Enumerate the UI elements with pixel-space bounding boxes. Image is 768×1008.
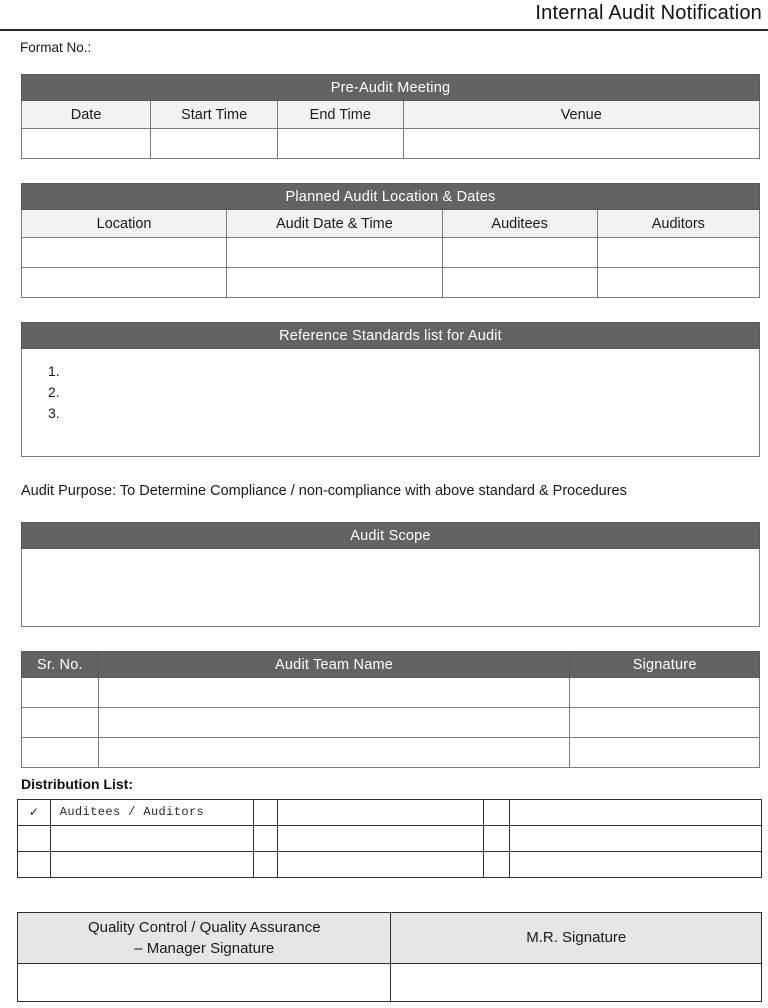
table-row — [22, 129, 760, 159]
cell-end-time[interactable] — [278, 129, 403, 159]
cell-audit-date-time[interactable] — [227, 268, 442, 298]
list-item: 2. — [48, 384, 60, 401]
cell-signature[interactable] — [570, 708, 760, 738]
qc-signature-label-line1: Quality Control / Quality Assurance — [87, 918, 321, 936]
table-row — [22, 268, 760, 298]
qc-signature-field[interactable] — [18, 963, 391, 1001]
cell-audit-team-name[interactable] — [98, 678, 570, 708]
page-title: Internal Audit Notification — [535, 2, 762, 24]
table-header-row — [22, 101, 760, 129]
cell-sr-no[interactable] — [22, 678, 99, 708]
cell-audit-team-name[interactable] — [98, 708, 570, 738]
format-number-label: Format No.: — [20, 40, 92, 55]
reference-standards-body[interactable] — [22, 349, 760, 457]
distribution-list-heading: Distribution List: — [21, 776, 133, 793]
cell-start-time[interactable] — [151, 129, 278, 159]
pre-audit-meeting-section — [21, 74, 760, 159]
distribution-label-1[interactable] — [50, 851, 253, 877]
planned-audit-section — [21, 183, 760, 298]
table-band-row — [22, 323, 760, 349]
pre-audit-meeting-table — [21, 74, 760, 159]
table-band-row — [22, 184, 760, 210]
distribution-checkbox-1[interactable]: ✓ — [18, 799, 51, 825]
cell-auditees[interactable] — [442, 268, 597, 298]
audit-team-section — [21, 651, 760, 768]
table-row — [22, 238, 760, 268]
table-header-row — [22, 652, 760, 678]
distribution-label-3[interactable] — [509, 851, 761, 877]
column-header-start-time: Start Time — [151, 101, 278, 129]
table-row — [18, 799, 762, 825]
distribution-label-2[interactable] — [277, 799, 484, 825]
cell-sr-no[interactable] — [22, 738, 99, 768]
distribution-checkbox-3[interactable] — [484, 851, 509, 877]
cell-signature[interactable] — [570, 678, 760, 708]
cell-sr-no[interactable] — [22, 708, 99, 738]
cell-signature[interactable] — [570, 738, 760, 768]
cell-location[interactable] — [22, 238, 227, 268]
reference-standards-band: Reference Standards list for Audit — [22, 323, 760, 349]
list-item: 1. — [48, 363, 60, 380]
column-header-auditors: Auditors — [597, 210, 759, 238]
table-row — [18, 963, 762, 1001]
distribution-checkbox-3[interactable] — [484, 825, 509, 851]
qc-signature-label — [18, 912, 391, 963]
column-header-sr-no: Sr. No. — [22, 652, 99, 678]
table-row — [22, 738, 760, 768]
distribution-label-3[interactable] — [509, 799, 761, 825]
table-row — [18, 851, 762, 877]
table-band-row — [22, 75, 760, 101]
table-header-row — [18, 912, 762, 963]
qc-signature-label-line2: – Manager Signature — [134, 939, 275, 957]
column-header-auditees: Auditees — [442, 210, 597, 238]
audit-purpose-text: Audit Purpose: To Determine Compliance / non-compliance with above standard & Procedures — [21, 483, 627, 500]
distribution-label-1[interactable] — [50, 825, 253, 851]
column-header-audit-team-name: Audit Team Name — [98, 652, 570, 678]
reference-standards-table — [21, 322, 760, 457]
table-row — [22, 349, 760, 457]
column-header-audit-date-time: Audit Date & Time — [227, 210, 442, 238]
pre-audit-meeting-band: Pre-Audit Meeting — [22, 75, 760, 101]
mr-signature-label: M.R. Signature — [391, 912, 762, 963]
table-row — [22, 549, 760, 627]
distribution-checkbox-2[interactable] — [253, 851, 277, 877]
cell-auditees[interactable] — [442, 238, 597, 268]
distribution-checkbox-3[interactable] — [484, 799, 509, 825]
distribution-label-2[interactable] — [277, 851, 484, 877]
distribution-checkbox-2[interactable] — [253, 799, 277, 825]
planned-audit-band: Planned Audit Location & Dates — [22, 184, 760, 210]
column-header-location: Location — [22, 210, 227, 238]
distribution-label-3[interactable] — [509, 825, 761, 851]
signature-table — [17, 912, 762, 1002]
cell-auditors[interactable] — [597, 268, 759, 298]
distribution-checkbox-1[interactable] — [18, 851, 51, 877]
cell-location[interactable] — [22, 268, 227, 298]
cell-auditors[interactable] — [597, 238, 759, 268]
distribution-label-1[interactable]: Auditees / Auditors — [50, 799, 253, 825]
cell-venue[interactable] — [403, 129, 759, 159]
cell-audit-date-time[interactable] — [227, 238, 442, 268]
audit-scope-section — [21, 522, 760, 627]
distribution-label-2[interactable] — [277, 825, 484, 851]
table-row — [18, 825, 762, 851]
planned-audit-table — [21, 183, 760, 298]
distribution-checkbox-2[interactable] — [253, 825, 277, 851]
cell-date[interactable] — [22, 129, 151, 159]
audit-team-table — [21, 651, 760, 768]
table-band-row — [22, 523, 760, 549]
table-row — [22, 678, 760, 708]
reference-standards-section — [21, 322, 760, 457]
list-item: 3. — [48, 405, 60, 422]
column-header-venue: Venue — [403, 101, 759, 129]
column-header-signature: Signature — [570, 652, 760, 678]
distribution-list-table — [17, 799, 762, 878]
column-header-date: Date — [22, 101, 151, 129]
audit-scope-body[interactable] — [22, 549, 760, 627]
distribution-checkbox-1[interactable] — [18, 825, 51, 851]
cell-audit-team-name[interactable] — [98, 738, 570, 768]
reference-standards-list — [22, 361, 759, 424]
document-header — [0, 0, 768, 28]
audit-scope-band: Audit Scope — [22, 523, 760, 549]
mr-signature-field[interactable] — [391, 963, 762, 1001]
table-row — [22, 708, 760, 738]
column-header-end-time: End Time — [278, 101, 403, 129]
table-header-row — [22, 210, 760, 238]
audit-scope-table — [21, 522, 760, 627]
